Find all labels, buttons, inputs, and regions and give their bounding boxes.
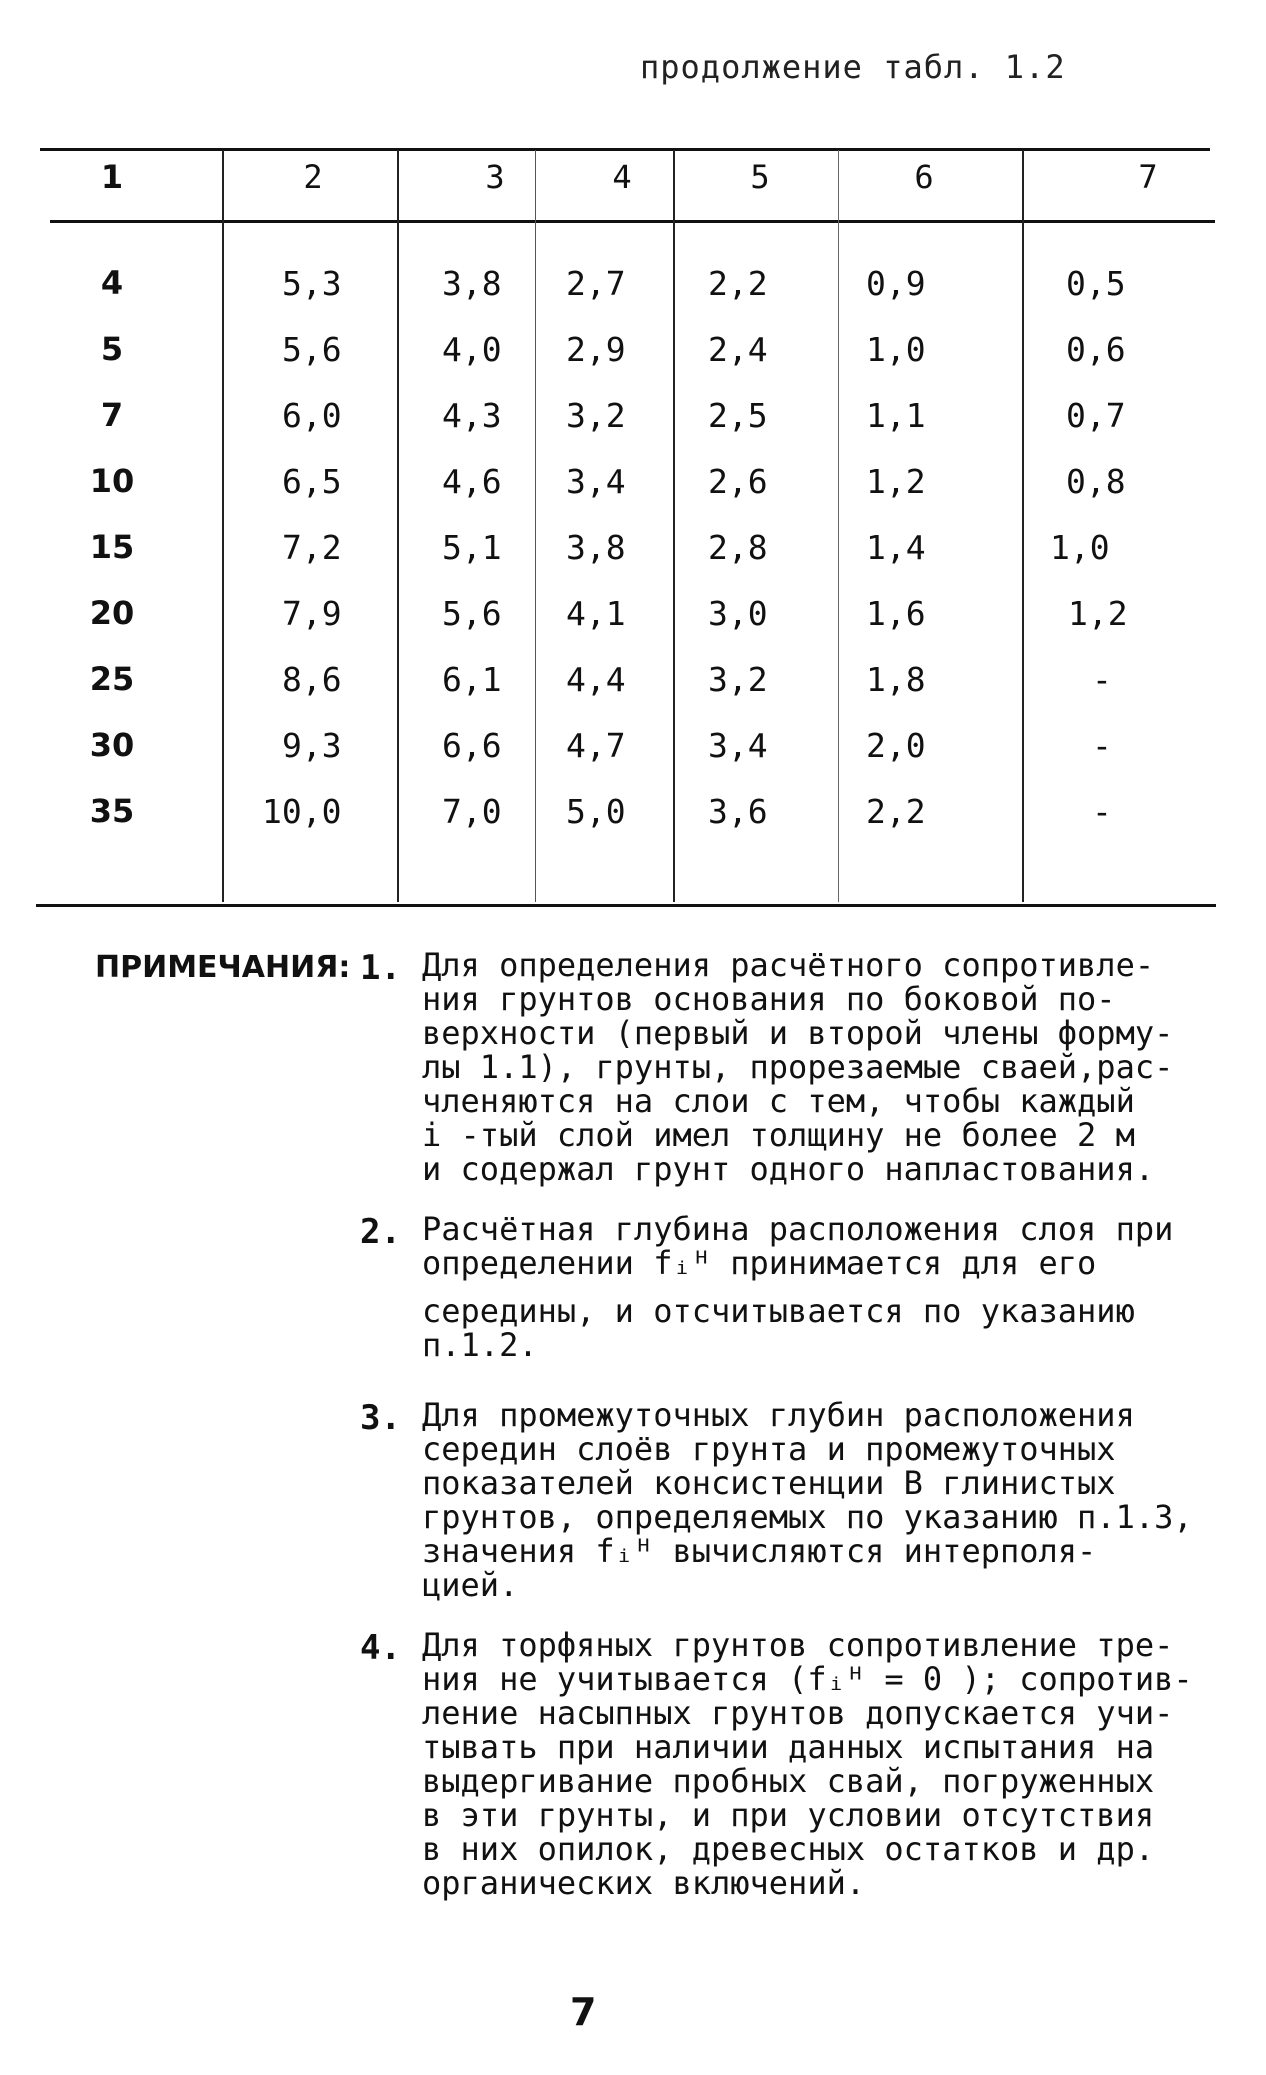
table-cell: 1,8	[866, 660, 926, 699]
note-number: 1.	[360, 948, 401, 988]
table-row	[0, 726, 1266, 776]
column-divider	[673, 150, 675, 902]
table-cell: 2,7	[566, 264, 626, 303]
note-line: ление насыпных грунтов допускается учи-	[422, 1694, 1174, 1732]
table-cell: 6,1	[442, 660, 502, 699]
notes-label: ПРИМЕЧАНИЯ:	[95, 950, 351, 985]
note-line: грунтов, определяемых по указанию п.1.3,	[422, 1498, 1193, 1536]
table-header-cell: 4	[612, 158, 632, 196]
page-number: 7	[570, 1990, 597, 2034]
table-cell: -	[1092, 660, 1112, 699]
column-divider	[397, 150, 399, 902]
table-cell: 3,2	[566, 396, 626, 435]
column-divider	[222, 150, 224, 902]
table-cell: 1,1	[866, 396, 926, 435]
table-cell: 9,3	[282, 726, 342, 765]
table-header-cell: 6	[914, 158, 934, 196]
note-line: определении fᵢᴴ принимается для его	[422, 1244, 1097, 1282]
table-cell: 2,9	[566, 330, 626, 369]
note-line: Для определения расчётного сопротивле-	[422, 946, 1155, 984]
note-text	[422, 948, 1222, 1186]
table-row	[0, 264, 1266, 314]
table-cell: 3,8	[566, 528, 626, 567]
table-cell: 1,6	[866, 594, 926, 633]
table-cell: 3,4	[566, 462, 626, 501]
table-row	[0, 462, 1266, 512]
note-number: 2.	[360, 1212, 401, 1252]
table-cell: 3,6	[708, 792, 768, 831]
table-cell: 7,9	[282, 594, 342, 633]
table-cell: 7,2	[282, 528, 342, 567]
table-cell: 10,0	[262, 792, 342, 831]
table-cell: 2,8	[708, 528, 768, 567]
note-line: середин слоёв грунта и промежуточных	[422, 1430, 1116, 1468]
note-line: ния грунтов основания по боковой по-	[422, 980, 1116, 1018]
table-cell: 3,0	[708, 594, 768, 633]
table-cell: 30	[89, 726, 135, 764]
table-cell: 2,6	[708, 462, 768, 501]
table-cell: 0,5	[1066, 264, 1126, 303]
table-cell: 0,8	[1066, 462, 1126, 501]
table-row	[0, 330, 1266, 380]
table-cell: 5,1	[442, 528, 502, 567]
table-cell: -	[1092, 726, 1112, 765]
table-cell: 25	[89, 660, 135, 698]
note-line: Для торфяных грунтов сопротивление тре-	[422, 1626, 1174, 1664]
table-cell: 3,4	[708, 726, 768, 765]
table-cell: 3,2	[708, 660, 768, 699]
table-cell: 1,2	[866, 462, 926, 501]
note-number: 4.	[360, 1628, 401, 1668]
table-cell: 4,3	[442, 396, 502, 435]
table-cell: 1,4	[866, 528, 926, 567]
table-cell: 4,7	[566, 726, 626, 765]
table-cell: 5,6	[282, 330, 342, 369]
note-text	[422, 1212, 1222, 1362]
note-text	[422, 1398, 1222, 1602]
note-line: п.1.2.	[422, 1326, 538, 1364]
table-cell: 8,6	[282, 660, 342, 699]
table-row	[0, 594, 1266, 644]
note-line: середины, и отсчитывается по указанию	[422, 1292, 1135, 1330]
table-cell: 10	[89, 462, 135, 500]
note-line: и содержал грунт одного напластования.	[422, 1150, 1155, 1188]
table-cell: 0,9	[866, 264, 926, 303]
table-cell: 5	[100, 330, 124, 368]
table-cell: 4	[100, 264, 124, 302]
table-row	[0, 660, 1266, 710]
table-cell: 4,1	[566, 594, 626, 633]
table-cell: 6,6	[442, 726, 502, 765]
table-cell: -	[1092, 792, 1112, 831]
table-cell: 2,5	[708, 396, 768, 435]
table-cell: 0,7	[1066, 396, 1126, 435]
table-cell: 4,6	[442, 462, 502, 501]
table-header-cell: 1	[100, 158, 124, 196]
table-bottom-rule	[36, 904, 1216, 907]
note-line: ния не учитывается (fᵢᴴ = 0 ); сопротив-	[422, 1660, 1193, 1698]
table-cell: 35	[89, 792, 135, 830]
table-cell: 15	[89, 528, 135, 566]
note-line: тывать при наличии данных испытания на	[422, 1728, 1155, 1766]
note-line: цией.	[422, 1566, 519, 1604]
table-cell: 3,8	[442, 264, 502, 303]
table-cell: 6,0	[282, 396, 342, 435]
table-cell: 7,0	[442, 792, 502, 831]
table-cell: 0,6	[1066, 330, 1126, 369]
table-header-cell: 7	[1138, 158, 1158, 196]
note-line: верхности (первый и второй члены форму-	[422, 1014, 1174, 1052]
column-divider	[535, 150, 536, 902]
table-cell: 5,0	[566, 792, 626, 831]
table-cell: 5,6	[442, 594, 502, 633]
table-header-rule	[50, 220, 1215, 223]
note-line: лы 1.1), грунты, прорезаемые сваей,рас-	[422, 1048, 1174, 1086]
table-cell: 2,2	[866, 792, 926, 831]
table-header-cell: 5	[750, 158, 770, 196]
table-row	[0, 528, 1266, 578]
table-cell: 1,0	[1050, 528, 1110, 567]
note-line: показателей консистенции В глинистых	[422, 1464, 1116, 1502]
table-cell: 2,4	[708, 330, 768, 369]
note-line: значения fᵢᴴ вычисляются интерполя-	[422, 1532, 1097, 1570]
note-number: 3.	[360, 1398, 401, 1438]
table-row	[0, 396, 1266, 446]
note-line: в эти грунты, и при условии отсутствия	[422, 1796, 1155, 1834]
note-line: i -тый слой имел толщину не более 2 м	[422, 1116, 1135, 1154]
table-row	[0, 792, 1266, 842]
column-divider	[1022, 150, 1024, 902]
note-line: выдергивание пробных свай, погруженных	[422, 1762, 1155, 1800]
table-cell: 5,3	[282, 264, 342, 303]
table-cell: 2,0	[866, 726, 926, 765]
note-line: Для промежуточных глубин расположения	[422, 1396, 1135, 1434]
table-cell: 4,0	[442, 330, 502, 369]
column-divider	[838, 150, 839, 902]
table-cell: 1,2	[1068, 594, 1128, 633]
table-header-cell: 3	[485, 158, 505, 196]
note-text	[422, 1628, 1222, 1900]
note-line: Расчётная глубина расположения слоя при	[422, 1210, 1174, 1248]
note-line: членяются на слои с тем, чтобы каждый	[422, 1082, 1135, 1120]
table-cell: 1,0	[866, 330, 926, 369]
table-top-rule	[40, 148, 1210, 151]
note-line: в них опилок, древесных остатков и др.	[422, 1830, 1155, 1868]
table-caption: продолжение табл. 1.2	[640, 48, 1066, 86]
table-header-cell: 2	[303, 158, 323, 196]
note-line: органических включений.	[422, 1864, 866, 1902]
table-cell: 20	[89, 594, 135, 632]
table-cell: 4,4	[566, 660, 626, 699]
table-cell: 2,2	[708, 264, 768, 303]
table-cell: 6,5	[282, 462, 342, 501]
table-cell: 7	[100, 396, 124, 434]
